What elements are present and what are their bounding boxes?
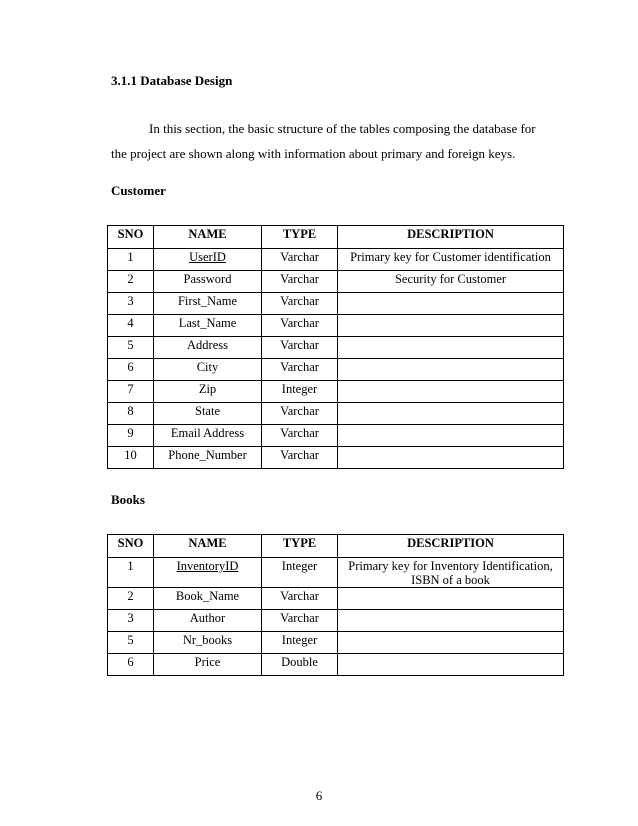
cell-name bbox=[154, 359, 262, 381]
cell-name bbox=[154, 654, 262, 676]
cell-sno bbox=[108, 610, 154, 632]
books-table-title: Books bbox=[111, 492, 145, 507]
cell-name bbox=[154, 558, 262, 588]
table-row bbox=[108, 425, 564, 447]
cell-name bbox=[154, 337, 262, 359]
cell-description bbox=[338, 632, 564, 654]
cell-type bbox=[262, 403, 338, 425]
cell-type bbox=[262, 588, 338, 610]
cell-name-text: Password bbox=[183, 272, 232, 286]
cell-type bbox=[262, 632, 338, 654]
cell-sno bbox=[108, 654, 154, 676]
cell-name-text: Nr_books bbox=[182, 633, 233, 647]
header-sno: SNO bbox=[108, 535, 154, 558]
table-row bbox=[108, 315, 564, 337]
table-row bbox=[108, 588, 564, 610]
cell-type-text: Integer bbox=[281, 559, 318, 573]
cell-type-text: Integer bbox=[281, 382, 318, 396]
cell-type bbox=[262, 447, 338, 469]
cell-name-text: InventoryID bbox=[176, 559, 239, 573]
cell-type-text: Varchar bbox=[280, 294, 319, 308]
table-row bbox=[108, 337, 564, 359]
cell-sno bbox=[108, 315, 154, 337]
cell-description bbox=[338, 654, 564, 676]
cell-description-text: Security for Customer bbox=[394, 272, 507, 286]
cell-type bbox=[262, 425, 338, 447]
cell-type-text: Varchar bbox=[280, 404, 319, 418]
cell-description bbox=[338, 403, 564, 425]
cell-type-text: Varchar bbox=[280, 338, 319, 352]
cell-description bbox=[338, 271, 564, 293]
table-row bbox=[108, 293, 564, 315]
header-description: DESCRIPTION bbox=[338, 535, 564, 558]
cell-description bbox=[338, 447, 564, 469]
cell-type-text: Varchar bbox=[280, 611, 319, 625]
cell-sno-text: 9 bbox=[127, 426, 134, 440]
intro-paragraph bbox=[111, 116, 543, 166]
cell-name-text: First_Name bbox=[177, 294, 238, 308]
cell-sno-text: 3 bbox=[127, 611, 134, 625]
table-row bbox=[108, 271, 564, 293]
table-row bbox=[108, 447, 564, 469]
cell-sno bbox=[108, 271, 154, 293]
cell-name bbox=[154, 271, 262, 293]
cell-type-text: Varchar bbox=[280, 250, 319, 264]
cell-sno-text: 6 bbox=[127, 655, 134, 669]
cell-name-text: Price bbox=[194, 655, 221, 669]
cell-type bbox=[262, 558, 338, 588]
cell-type-text: Integer bbox=[281, 633, 318, 647]
cell-description bbox=[338, 610, 564, 632]
table-row bbox=[108, 610, 564, 632]
cell-description-text: Primary key for Customer identification bbox=[350, 250, 551, 264]
cell-name bbox=[154, 588, 262, 610]
table-row bbox=[108, 359, 564, 381]
customer-table bbox=[107, 225, 564, 469]
cell-type bbox=[262, 249, 338, 271]
cell-type-text: Varchar bbox=[280, 360, 319, 374]
cell-name-text: Email Address bbox=[170, 426, 245, 440]
cell-sno-text: 5 bbox=[127, 633, 134, 647]
table-row bbox=[108, 381, 564, 403]
table-row bbox=[108, 558, 564, 588]
cell-name-text: Last_Name bbox=[178, 316, 237, 330]
cell-name-text: Author bbox=[189, 611, 226, 625]
cell-name-text: Phone_Number bbox=[168, 448, 247, 462]
table-row bbox=[108, 249, 564, 271]
header-name: NAME bbox=[154, 226, 262, 249]
cell-name-text: Book_Name bbox=[175, 589, 240, 603]
cell-sno-text: 1 bbox=[127, 250, 134, 264]
cell-sno-text: 1 bbox=[127, 559, 134, 573]
cell-sno bbox=[108, 337, 154, 359]
cell-sno-text: 8 bbox=[127, 404, 134, 418]
customer-table-title: Customer bbox=[111, 183, 166, 198]
cell-description bbox=[338, 315, 564, 337]
table-header-row bbox=[108, 226, 564, 249]
cell-type bbox=[262, 293, 338, 315]
cell-sno-text: 6 bbox=[127, 360, 134, 374]
table-row bbox=[108, 632, 564, 654]
cell-description bbox=[338, 337, 564, 359]
section-heading: 3.1.1 Database Design bbox=[111, 73, 233, 88]
cell-type bbox=[262, 381, 338, 403]
header-type: TYPE bbox=[262, 535, 338, 558]
cell-type-text: Double bbox=[281, 655, 318, 669]
cell-name bbox=[154, 249, 262, 271]
cell-sno-text: 5 bbox=[127, 338, 134, 352]
cell-sno-text: 7 bbox=[127, 382, 134, 396]
cell-name bbox=[154, 381, 262, 403]
cell-name-text: Zip bbox=[198, 382, 217, 396]
cell-description bbox=[338, 381, 564, 403]
cell-sno bbox=[108, 293, 154, 315]
cell-name bbox=[154, 403, 262, 425]
cell-sno bbox=[108, 447, 154, 469]
cell-type bbox=[262, 271, 338, 293]
cell-name-text: City bbox=[196, 360, 219, 374]
table-header-row bbox=[108, 535, 564, 558]
cell-description bbox=[338, 588, 564, 610]
cell-type-text: Varchar bbox=[280, 426, 319, 440]
cell-name-text: Address bbox=[187, 338, 228, 352]
cell-name bbox=[154, 425, 262, 447]
cell-type-text: Varchar bbox=[280, 316, 319, 330]
cell-sno-text: 2 bbox=[127, 272, 134, 286]
cell-type bbox=[262, 337, 338, 359]
cell-sno-text: 4 bbox=[127, 316, 134, 330]
table-row bbox=[108, 403, 564, 425]
cell-name bbox=[154, 447, 262, 469]
cell-sno bbox=[108, 359, 154, 381]
cell-name bbox=[154, 632, 262, 654]
cell-type bbox=[262, 654, 338, 676]
cell-type-text: Varchar bbox=[280, 448, 319, 462]
header-sno: SNO bbox=[108, 226, 154, 249]
cell-sno bbox=[108, 403, 154, 425]
cell-sno bbox=[108, 588, 154, 610]
cell-sno bbox=[108, 558, 154, 588]
cell-sno bbox=[108, 381, 154, 403]
cell-name bbox=[154, 315, 262, 337]
cell-description bbox=[338, 558, 564, 588]
header-name: NAME bbox=[154, 535, 262, 558]
cell-name bbox=[154, 610, 262, 632]
page-number: 6 bbox=[315, 788, 323, 803]
cell-sno bbox=[108, 425, 154, 447]
cell-description bbox=[338, 293, 564, 315]
cell-type bbox=[262, 359, 338, 381]
cell-sno bbox=[108, 632, 154, 654]
cell-name bbox=[154, 293, 262, 315]
cell-name-text: State bbox=[195, 404, 220, 418]
cell-type-text: Varchar bbox=[280, 272, 319, 286]
cell-sno-text: 2 bbox=[127, 589, 134, 603]
cell-name-text: UserID bbox=[189, 250, 226, 264]
cell-description bbox=[338, 425, 564, 447]
intro-text: In this section, the basic structure of the tables composing the database for the project are shown along with information about primary and foreign keys. bbox=[111, 121, 536, 161]
cell-type-text: Varchar bbox=[280, 589, 319, 603]
cell-description bbox=[338, 359, 564, 381]
cell-type bbox=[262, 610, 338, 632]
cell-description bbox=[338, 249, 564, 271]
header-description: DESCRIPTION bbox=[338, 226, 564, 249]
cell-type bbox=[262, 315, 338, 337]
cell-description-text: Primary key for Inventory Identification, ISBN of a book bbox=[348, 559, 553, 587]
table-row bbox=[108, 654, 564, 676]
cell-sno bbox=[108, 249, 154, 271]
books-table bbox=[107, 534, 564, 676]
cell-sno-text: 10 bbox=[124, 448, 137, 462]
header-type: TYPE bbox=[262, 226, 338, 249]
cell-sno-text: 3 bbox=[127, 294, 134, 308]
